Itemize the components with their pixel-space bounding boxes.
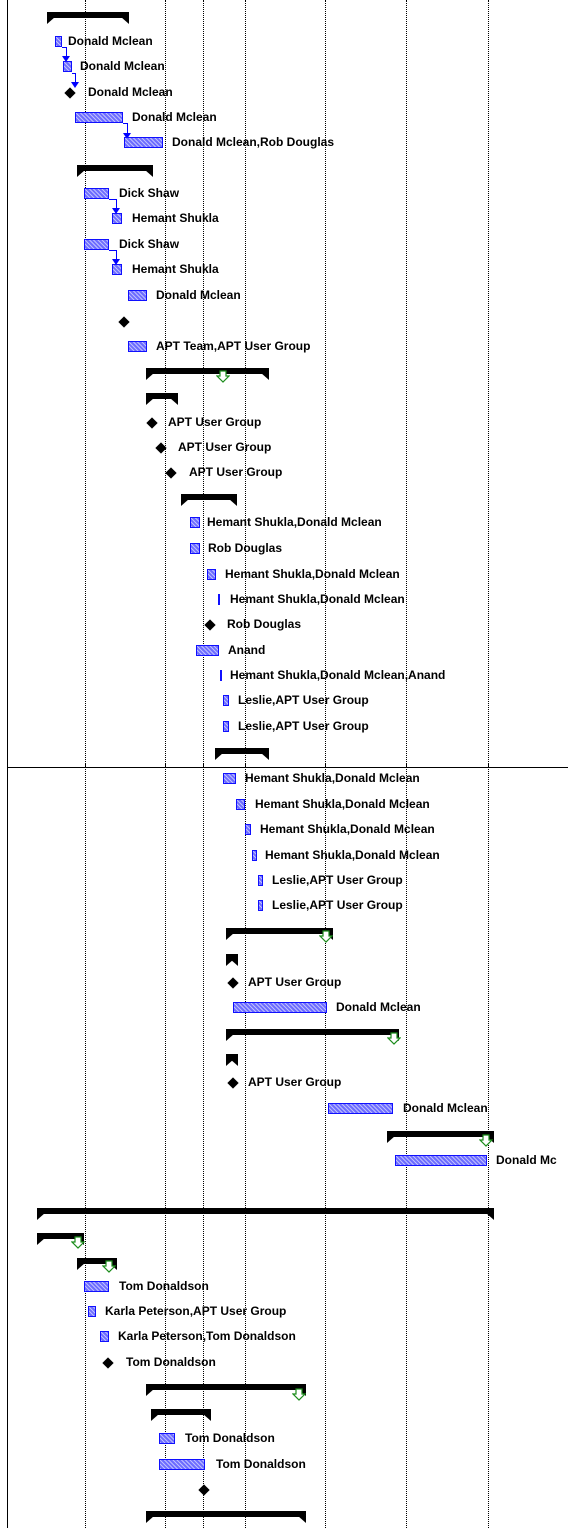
dependency-link — [127, 123, 128, 133]
task-bar[interactable] — [190, 517, 200, 528]
task-label: Leslie,APT User Group — [272, 898, 403, 912]
summary-bar[interactable] — [226, 928, 333, 934]
task-label: Hemant Shukla,Donald Mclean — [207, 515, 382, 529]
task-bar[interactable] — [84, 1281, 109, 1292]
task-label: Rob Douglas — [227, 617, 301, 631]
task-label: Tom Donaldson — [185, 1431, 275, 1445]
task-bar[interactable] — [159, 1459, 205, 1470]
task-label: Hemant Shukla,Donald Mclean — [230, 592, 405, 606]
task-label: Donald Mclean — [80, 59, 165, 73]
task-label: Karla Peterson,Tom Donaldson — [118, 1329, 296, 1343]
dependency-link — [66, 47, 67, 56]
task-bar[interactable] — [88, 1306, 96, 1317]
task-label: Hemant Shukla,Donald Mclean,Anand — [230, 668, 446, 682]
grid-tick — [203, 764, 204, 767]
task-bar[interactable] — [159, 1433, 175, 1444]
task-bar[interactable] — [75, 112, 123, 123]
task-label: Donald Mclean — [336, 1000, 421, 1014]
task-label: Tom Donaldson — [119, 1279, 209, 1293]
deadline-arrow-icon — [292, 1388, 306, 1401]
deadline-arrow-icon — [216, 370, 230, 383]
task-bar[interactable] — [223, 695, 229, 706]
task-label: Karla Peterson,APT User Group — [105, 1304, 287, 1318]
grid-tick — [325, 764, 326, 767]
task-bar[interactable] — [245, 824, 251, 835]
summary-bar[interactable] — [47, 12, 129, 18]
task-bar[interactable] — [328, 1103, 393, 1114]
task-bar[interactable] — [220, 670, 222, 681]
task-bar[interactable] — [84, 188, 109, 199]
task-label: APT User Group — [248, 975, 342, 989]
task-bar[interactable] — [112, 264, 122, 275]
milestone-marker[interactable] — [227, 1077, 238, 1088]
task-label: Donald Mclean — [403, 1101, 488, 1115]
deadline-arrow-icon — [387, 1032, 401, 1045]
task-label: Leslie,APT User Group — [272, 873, 403, 887]
task-label: Hemant Shukla,Donald Mclean — [260, 822, 435, 836]
summary-bar[interactable] — [146, 368, 269, 374]
dependency-link — [116, 250, 117, 259]
milestone-marker[interactable] — [227, 977, 238, 988]
task-label: Donald Mclean — [132, 110, 217, 124]
deadline-arrow-icon — [71, 1236, 85, 1249]
grid-tick — [165, 764, 166, 767]
task-bar[interactable] — [258, 900, 263, 911]
summary-bar[interactable] — [226, 1054, 238, 1060]
task-label: APT User Group — [178, 440, 272, 454]
task-label: Anand — [228, 643, 266, 657]
task-bar[interactable] — [124, 137, 163, 148]
summary-bar[interactable] — [37, 1208, 494, 1214]
dependency-link — [75, 73, 76, 82]
task-bar[interactable] — [55, 36, 62, 47]
deadline-arrow-icon — [102, 1260, 116, 1273]
milestone-marker[interactable] — [165, 467, 176, 478]
task-label: APT Team,APT User Group — [156, 339, 311, 353]
dependency-link — [116, 199, 117, 208]
milestone-marker[interactable] — [102, 1357, 113, 1368]
milestone-marker[interactable] — [204, 619, 215, 630]
task-bar[interactable] — [395, 1155, 487, 1166]
task-label: Donald Mclean — [88, 85, 173, 99]
task-bar[interactable] — [223, 721, 229, 732]
task-label: Leslie,APT User Group — [238, 719, 369, 733]
summary-bar[interactable] — [226, 1029, 399, 1035]
task-bar[interactable] — [223, 773, 236, 784]
task-bar[interactable] — [128, 290, 147, 301]
task-bar[interactable] — [252, 850, 257, 861]
chart-left-border — [7, 0, 8, 1528]
summary-bar[interactable] — [77, 165, 153, 171]
task-label: Donald Mc — [496, 1153, 557, 1167]
task-label: Rob Douglas — [208, 541, 282, 555]
task-label: Dick Shaw — [119, 186, 180, 200]
task-label: Donald Mclean — [68, 34, 153, 48]
milestone-marker[interactable] — [118, 316, 129, 327]
dependency-arrow — [71, 82, 79, 88]
deadline-arrow-icon — [479, 1134, 493, 1147]
summary-bar[interactable] — [146, 1384, 306, 1390]
task-label: Tom Donaldson — [126, 1355, 216, 1369]
task-label: Hemant Shukla — [132, 262, 219, 276]
task-bar[interactable] — [207, 569, 216, 580]
task-bar[interactable] — [190, 543, 200, 554]
milestone-marker[interactable] — [64, 87, 75, 98]
grid-tick — [488, 764, 489, 767]
dependency-link — [109, 199, 116, 200]
task-label: APT User Group — [189, 465, 283, 479]
task-bar[interactable] — [63, 61, 72, 72]
summary-bar[interactable] — [226, 954, 238, 960]
task-label: APT User Group — [248, 1075, 342, 1089]
summary-bar[interactable] — [146, 393, 178, 399]
task-label: Hemant Shukla,Donald Mclean — [265, 848, 440, 862]
task-label: Leslie,APT User Group — [238, 693, 369, 707]
task-bar[interactable] — [100, 1331, 109, 1342]
task-bar[interactable] — [112, 213, 122, 224]
task-bar[interactable] — [196, 645, 219, 656]
task-label: APT User Group — [168, 415, 262, 429]
summary-bar[interactable] — [151, 1409, 211, 1415]
task-bar[interactable] — [128, 341, 147, 352]
task-label: Dick Shaw — [119, 237, 180, 251]
task-label: Hemant Shukla,Donald Mclean — [225, 567, 400, 581]
deadline-arrow-icon — [319, 930, 333, 943]
summary-bar[interactable] — [146, 1511, 306, 1517]
task-label: Hemant Shukla,Donald Mclean — [255, 797, 430, 811]
grid-tick — [85, 764, 86, 767]
grid-tick — [406, 764, 407, 767]
task-label: Hemant Shukla — [132, 211, 219, 225]
task-label: Tom Donaldson — [216, 1457, 306, 1471]
dependency-link — [109, 250, 116, 251]
task-bar[interactable] — [218, 594, 220, 605]
task-label: Donald Mclean,Rob Douglas — [172, 135, 335, 149]
task-bar[interactable] — [84, 239, 109, 250]
milestone-marker[interactable] — [198, 1484, 209, 1495]
summary-bar[interactable] — [181, 494, 237, 500]
page-break-line — [7, 767, 568, 768]
task-bar[interactable] — [258, 875, 263, 886]
grid-tick — [245, 764, 246, 767]
task-bar[interactable] — [236, 799, 245, 810]
milestone-marker[interactable] — [146, 417, 157, 428]
task-label: Donald Mclean — [156, 288, 241, 302]
summary-bar[interactable] — [387, 1131, 494, 1137]
summary-bar[interactable] — [215, 748, 269, 754]
task-label: Hemant Shukla,Donald Mclean — [245, 771, 420, 785]
task-bar[interactable] — [233, 1002, 327, 1013]
